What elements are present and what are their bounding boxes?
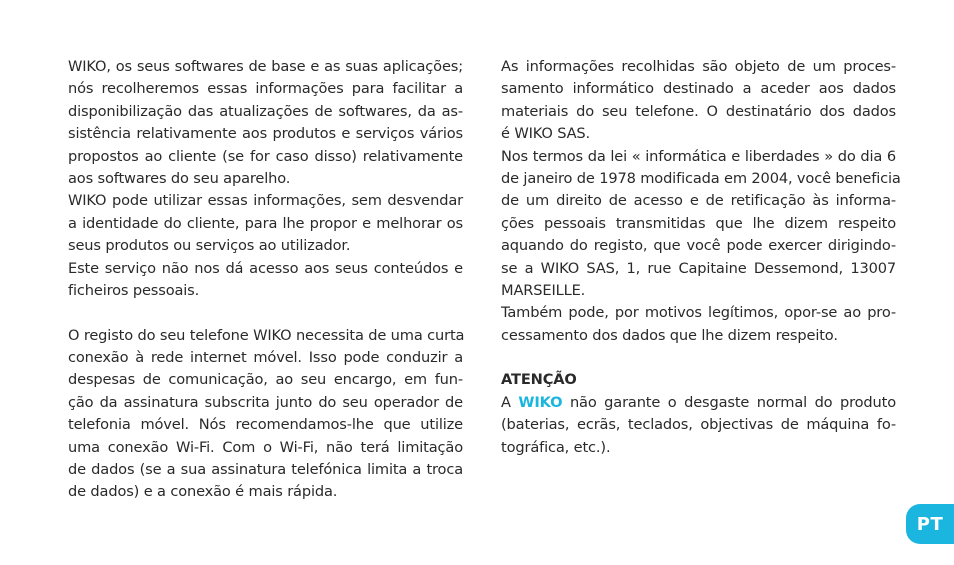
text-line: despesas de comunicação, ao seu encargo, em fun- <box>68 371 463 389</box>
text-line: telefonia móvel. Nós recomendamos-lhe que utilize <box>68 416 463 434</box>
text-line: é WIKO SAS. <box>501 125 591 143</box>
paragraph-gap <box>68 302 463 324</box>
text-line: WIKO pode utilizar essas informações, sem desvendar <box>68 192 463 210</box>
text-line: seus produtos ou serviços ao utilizador. <box>68 237 351 255</box>
paragraph-registration-connection <box>68 325 463 504</box>
language-tab <box>906 504 954 544</box>
text-line: Também pode, por motivos legítimos, opor-se ao pro- <box>501 304 896 322</box>
text-line: nós recolheremos essas informações para facilitar a <box>68 80 463 98</box>
text-line: materiais do seu telefone. O destinatário dos dados <box>501 102 896 120</box>
text-line: cessamento dos dados que lhe dizem respeito. <box>501 326 838 344</box>
attention-line <box>501 392 896 414</box>
text-line: O registo do seu telefone WIKO necessita de uma curta <box>68 326 465 344</box>
paragraph-device-software <box>68 56 463 190</box>
text-line: uma conexão Wi-Fi. Com o Wi-Fi, não terá limitação <box>68 438 463 456</box>
text-line: se a WIKO SAS, 1, rue Capitaine Dessemond, 13007 <box>501 259 896 277</box>
text-line: (baterias, ecrãs, teclados, objectivas de máquina fo- <box>501 416 896 434</box>
paragraph-data-processing <box>501 56 896 146</box>
paragraph-opposition <box>501 302 896 347</box>
text-line: aquando do registo, que você pode exercer dirigindo- <box>501 237 896 255</box>
brand-name: WIKO <box>518 393 563 411</box>
text-line: samento informático destinado a aceder aos dados <box>501 80 896 98</box>
text-line: Nos termos da lei « informática e liberdades » do dia 6 <box>501 147 896 165</box>
language-tab-label: PT <box>916 513 944 535</box>
text-line: disponibilização das atualizações de softwares, da as- <box>68 102 463 120</box>
right-column <box>501 56 901 459</box>
paragraph-no-access <box>68 258 463 303</box>
attention-section <box>501 369 896 459</box>
text-line: de janeiro de 1978 modificada em 2004, você beneficia <box>501 169 901 187</box>
paragraph-use-of-information <box>68 190 463 257</box>
text-line: ção da assinatura subscrita junto do seu operador de <box>68 393 463 411</box>
attention-suffix: não garante o desgaste normal do produto <box>562 393 896 411</box>
text-line: de dados) e a conexão é mais rápida. <box>68 483 338 501</box>
text-line: sistência relativamente aos produtos e serviços vários <box>68 125 463 143</box>
text-line: MARSEILLE. <box>501 281 586 299</box>
attention-prefix: A <box>501 393 519 411</box>
text-line: a identidade do cliente, para lhe propor e melhorar os <box>68 214 463 232</box>
text-line: As informações recolhidas são objeto de um proces- <box>501 58 896 75</box>
text-line: WIKO, os seus softwares de base e as suas aplicações; <box>68 58 463 75</box>
text-line: propostos ao cliente (se for caso disso) relativamente <box>68 147 463 165</box>
text-line: conexão à rede internet móvel. Isso pode conduzir a <box>68 349 463 367</box>
text-line: Este serviço não nos dá acesso aos seus conteúdos e <box>68 259 463 277</box>
text-line: de um direito de acesso e de retificação às informa- <box>501 192 896 210</box>
left-column <box>68 56 463 504</box>
text-line: ções pessoais transmitidas que lhe dizem respeito <box>501 214 896 232</box>
text-line: tográfica, etc.). <box>501 438 611 456</box>
paragraph-legal-rights <box>501 146 901 303</box>
attention-heading: ATENÇÃO <box>501 371 577 389</box>
paragraph-gap <box>501 347 896 369</box>
text-line: de dados (se a sua assinatura telefónica limita a troca <box>68 461 463 479</box>
text-line: aos softwares do seu aparelho. <box>68 169 291 187</box>
text-line: ficheiros pessoais. <box>68 281 200 299</box>
